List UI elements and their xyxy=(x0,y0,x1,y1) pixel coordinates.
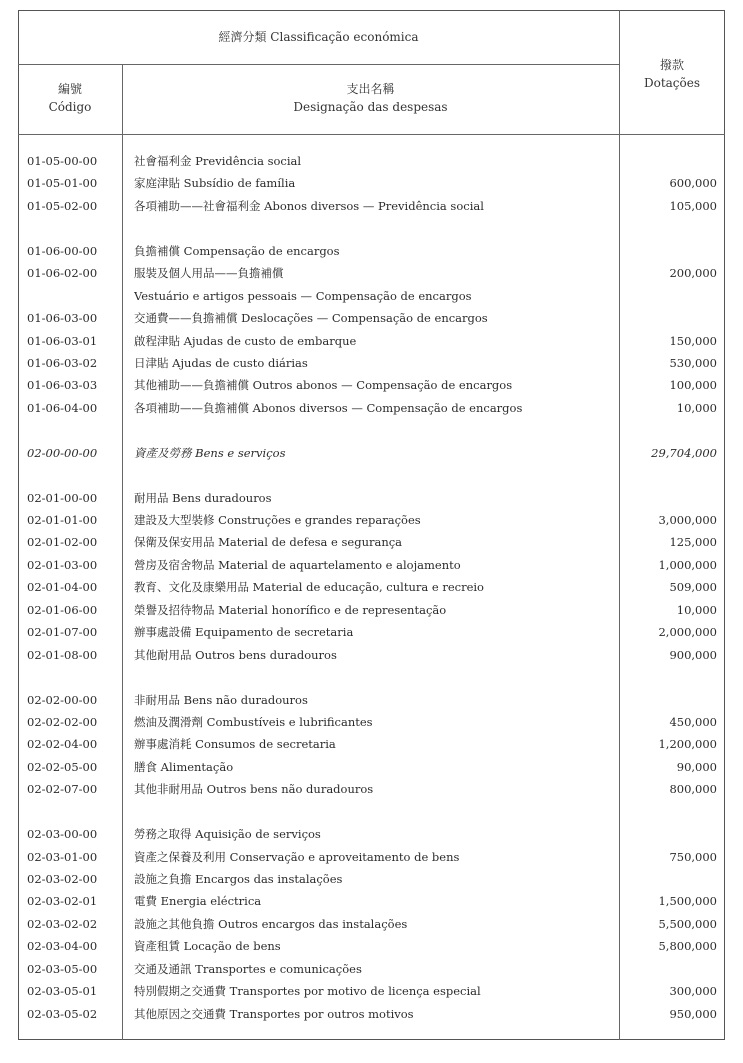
row-amount: 125,000 xyxy=(669,535,717,550)
row-code: 02-01-08-00 xyxy=(27,647,98,662)
row-code: 02-01-03-00 xyxy=(27,557,98,572)
row-amount: 509,000 xyxy=(669,580,717,595)
row-amount: 5,800,000 xyxy=(658,939,717,954)
row-code: 02-01-07-00 xyxy=(27,625,98,640)
row-description: 社會福利金 Previdência social xyxy=(134,154,302,168)
row-amount: 3,000,000 xyxy=(658,513,717,527)
row-description: 設施之負擔 Encargos das instalações xyxy=(134,872,343,886)
table-row xyxy=(0,778,743,800)
row-description: 設施之其他負擔 Outros encargos das instalações xyxy=(134,916,408,931)
row-amount: 200,000 xyxy=(669,266,717,281)
table-row xyxy=(0,374,743,396)
table-row xyxy=(0,554,743,576)
table-row xyxy=(0,733,743,755)
row-description: 電費 Energia eléctrica xyxy=(134,894,262,909)
row-code: 01-05-00-00 xyxy=(27,154,98,168)
table-row xyxy=(0,1003,743,1025)
row-code: 02-03-01-00 xyxy=(27,849,98,864)
description-heading: 支出名稱 Designação das despesas xyxy=(293,82,448,114)
row-amount: 950,000 xyxy=(669,1006,717,1021)
table-row xyxy=(0,240,743,262)
row-amount: 1,000,000 xyxy=(658,557,717,572)
table-row xyxy=(0,352,743,374)
row-spacer xyxy=(0,666,743,688)
table-row xyxy=(0,711,743,733)
row-code: 02-03-05-02 xyxy=(27,1006,98,1021)
row-spacer xyxy=(0,419,743,441)
table-row xyxy=(0,958,743,980)
row-code: 01-05-01-00 xyxy=(27,176,98,191)
row-code: 02-03-02-01 xyxy=(27,894,98,909)
table-row xyxy=(0,576,743,598)
row-spacer xyxy=(0,217,743,239)
code-heading: 編號 Código xyxy=(48,82,92,114)
row-description: 辦事處設備 Equipamento de secretaria xyxy=(134,625,354,640)
row-amount: 1,200,000 xyxy=(658,737,717,752)
row-code: 02-01-02-00 xyxy=(27,535,98,550)
row-description: 負擔補償 Compensação de encargos xyxy=(134,243,340,258)
row-code: 02-01-06-00 xyxy=(27,602,98,617)
row-code: 01-06-03-02 xyxy=(27,355,98,370)
row-amount: 450,000 xyxy=(669,714,717,729)
row-code: 01-06-02-00 xyxy=(27,266,98,281)
row-amount: 5,500,000 xyxy=(658,916,717,931)
row-code: 02-02-00-00 xyxy=(27,692,98,707)
table-row xyxy=(0,285,743,307)
table-row xyxy=(0,846,743,868)
row-code: 02-03-02-00 xyxy=(27,872,98,886)
table-row xyxy=(0,644,743,666)
row-amount: 29,704,000 xyxy=(651,445,717,460)
row-description: 家庭津貼 Subsídio de família xyxy=(134,176,296,191)
row-amount: 10,000 xyxy=(676,602,717,617)
row-amount: 900,000 xyxy=(669,647,717,662)
row-description: 資產之保養及利用 Conservação e aproveitamento de bens xyxy=(134,849,460,864)
row-code: 02-03-05-00 xyxy=(27,961,98,976)
row-code: 01-06-00-00 xyxy=(27,243,98,258)
row-amount: 750,000 xyxy=(669,849,717,864)
row-code: 02-03-05-01 xyxy=(27,984,98,999)
row-spacer xyxy=(0,464,743,486)
row-description: 非耐用品 Bens não duradouros xyxy=(134,692,308,707)
row-description: 啟程津貼 Ajudas de custo de embarque xyxy=(134,333,357,348)
row-description: 各項補助——負擔補償 Abonos diversos — Compensação de encargos xyxy=(134,400,523,415)
table-row xyxy=(0,442,743,464)
row-amount: 100,000 xyxy=(669,378,717,393)
row-code: 02-02-04-00 xyxy=(27,737,98,752)
table-row xyxy=(0,330,743,352)
table-row xyxy=(0,195,743,217)
table-row xyxy=(0,487,743,509)
row-description: 資產租賃 Locação de bens xyxy=(134,939,281,954)
row-amount: 105,000 xyxy=(669,198,717,213)
row-code: 02-03-00-00 xyxy=(27,827,98,842)
row-amount: 800,000 xyxy=(669,782,717,797)
row-description: 耐用品 Bens duradouros xyxy=(134,490,272,505)
table-row xyxy=(0,621,743,643)
row-spacer xyxy=(0,801,743,823)
row-description: 特別假期之交通費 Transportes por motivo de licença especial xyxy=(134,984,481,999)
row-amount: 300,000 xyxy=(669,984,717,999)
row-code: 02-01-00-00 xyxy=(27,490,98,505)
row-amount: 10,000 xyxy=(676,400,717,415)
budget-rows xyxy=(0,150,743,1025)
table-row xyxy=(0,531,743,553)
row-code: 01-06-03-01 xyxy=(27,333,98,348)
row-amount: 90,000 xyxy=(676,759,717,774)
classification-heading: 經濟分類 Classificação económica xyxy=(218,30,419,44)
row-description: 其他非耐用品 Outros bens não duradouros xyxy=(134,782,374,797)
row-description: 辦事處消耗 Consumos de secretaria xyxy=(134,737,336,752)
row-description: 資產及勞務 Bens e serviços xyxy=(134,445,286,460)
row-code: 02-03-04-00 xyxy=(27,939,98,954)
row-description: 燃油及潤滑劑 Combustíveis e lubrificantes xyxy=(134,714,373,729)
row-amount: 600,000 xyxy=(669,176,717,191)
row-description: 其他原因之交通費 Transportes por outros motivos xyxy=(134,1006,414,1021)
row-code: 01-06-03-00 xyxy=(27,311,98,326)
table-row xyxy=(0,913,743,935)
row-code: 02-02-05-00 xyxy=(27,759,98,774)
table-row xyxy=(0,172,743,194)
amount-heading: 撥款 Dotações xyxy=(643,58,701,90)
row-description: 交通及通訊 Transportes e comunicações xyxy=(134,961,362,976)
row-code: 02-01-01-00 xyxy=(27,513,98,527)
row-amount: 530,000 xyxy=(669,355,717,370)
table-row xyxy=(0,756,743,778)
row-description: 教育、文化及康樂用品 Material de educação, cultura e recreio xyxy=(134,580,484,595)
row-code: 02-03-02-02 xyxy=(27,916,98,931)
table-row xyxy=(0,599,743,621)
table-row xyxy=(0,890,743,912)
table-row xyxy=(0,935,743,957)
row-description: 其他耐用品 Outros bens duradouros xyxy=(134,647,337,662)
row-amount: 150,000 xyxy=(669,333,717,348)
table-row xyxy=(0,150,743,172)
row-description: 各項補助——社會福利金 Abonos diversos — Previdência social xyxy=(134,198,484,213)
table-row xyxy=(0,509,743,531)
row-code: 02-01-04-00 xyxy=(27,580,98,595)
table-row xyxy=(0,307,743,329)
row-description: 服裝及個人用品——負擔補償 xyxy=(134,266,284,281)
row-description: 膳食 Alimentação xyxy=(134,759,234,774)
classification-header-rule xyxy=(18,64,619,65)
table-row xyxy=(0,397,743,419)
row-code: 02-00-00-00 xyxy=(27,445,98,460)
row-code: 02-02-07-00 xyxy=(27,782,98,797)
row-code: 01-06-04-00 xyxy=(27,400,98,415)
row-description: 營房及宿舍物品 Material de aquartelamento e alojamento xyxy=(134,557,461,572)
table-row xyxy=(0,980,743,1002)
row-description: 交通費——負擔補償 Deslocações — Compensação de encargos xyxy=(134,311,488,326)
column-header-rule xyxy=(18,134,725,135)
table-row xyxy=(0,868,743,890)
row-code: 01-05-02-00 xyxy=(27,198,98,213)
table-row xyxy=(0,689,743,711)
row-description: Vestuário e artigos pessoais — Compensação de encargos xyxy=(134,288,472,303)
row-amount: 2,000,000 xyxy=(658,625,717,640)
row-code: 02-02-02-00 xyxy=(27,714,98,729)
row-description: 勞務之取得 Aquisição de serviços xyxy=(134,827,321,842)
row-amount: 1,500,000 xyxy=(658,894,717,909)
row-description: 榮譽及招待物品 Material honorífico e de representação xyxy=(134,602,447,617)
row-description: 日津貼 Ajudas de custo diárias xyxy=(134,355,308,370)
table-row xyxy=(0,262,743,284)
row-description: 建設及大型裝修 Construções e grandes reparações xyxy=(134,513,421,527)
table-row xyxy=(0,823,743,845)
row-description: 其他補助——負擔補償 Outros abonos — Compensação de encargos xyxy=(134,378,513,393)
row-code: 01-06-03-03 xyxy=(27,378,98,393)
row-description: 保衛及保安用品 Material de defesa e segurança xyxy=(134,535,403,550)
